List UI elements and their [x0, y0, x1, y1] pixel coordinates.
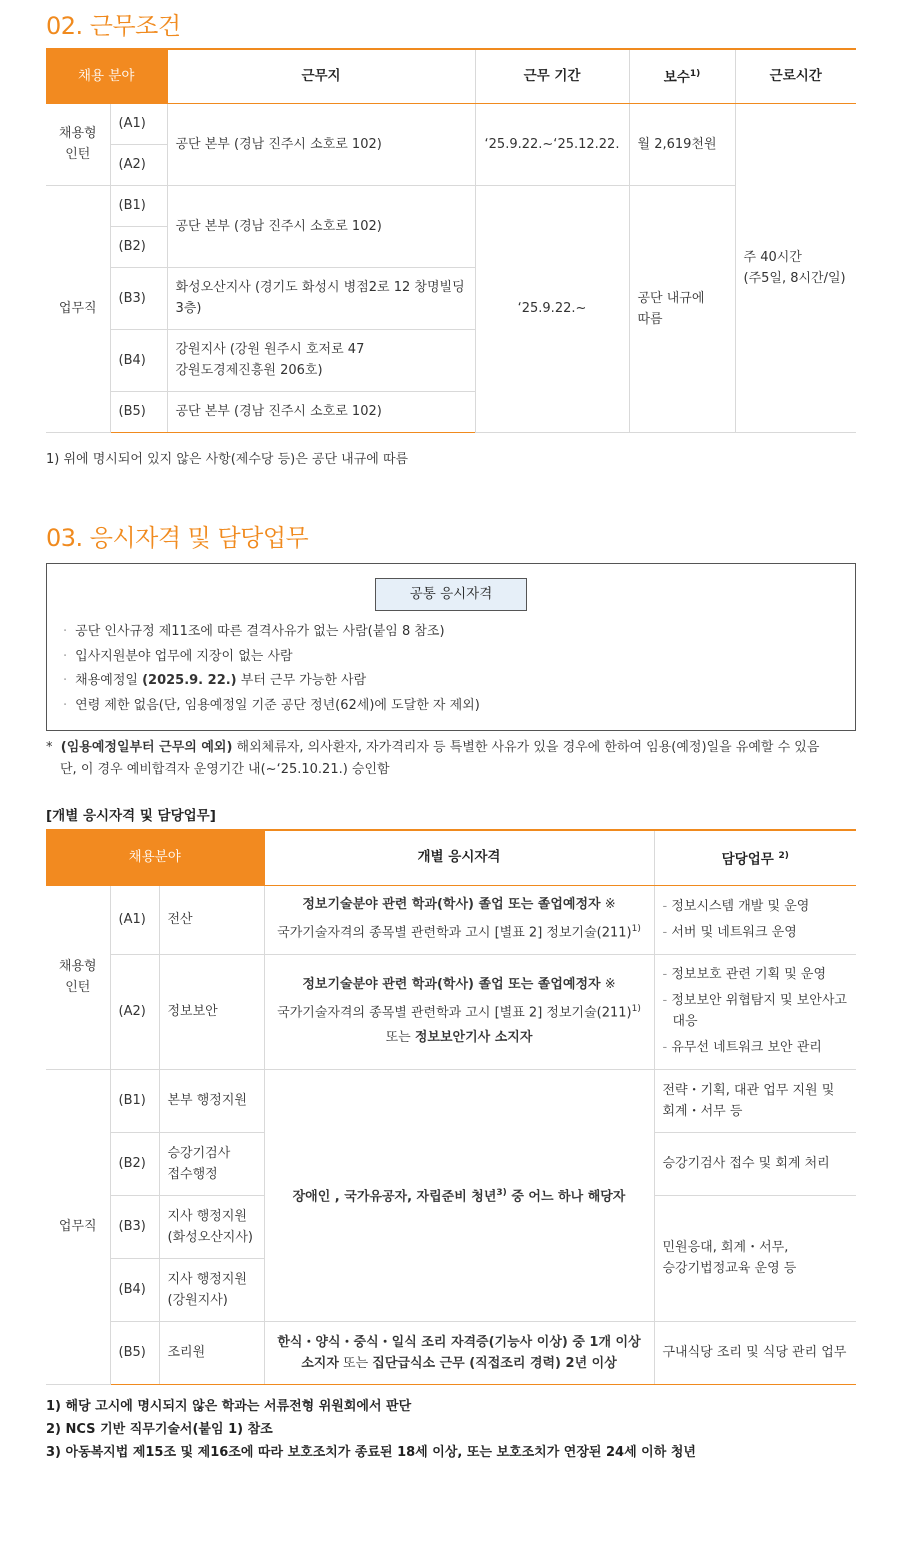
place-b4: 강원지사 (강원 원주시 호저로 47 강원도경제진흥원 206호): [167, 329, 475, 391]
common-qualifications-box: [46, 563, 856, 731]
code-b2: (B2): [110, 1132, 159, 1195]
header-period: 근무 기간: [475, 49, 629, 103]
code-b5: (B5): [110, 1321, 159, 1384]
qual-a1: 정보기술분야 관련 학과(학사) 졸업 또는 졸업예정자 ※ 국가기술자격의 종목별 관련학과 고시 [별표 2] 정보기술$(211)^{1)}$: [264, 885, 654, 954]
header-field: 채용분야: [46, 830, 264, 885]
qual-a2: 정보기술분야 관련 학과(학사) 졸업 또는 졸업예정자 ※ 국가기술자격의 종목별 관련학과 고시 [별표 2] 정보기술$(211)^{1)}$ 또는 정보보안기사 소지자: [264, 954, 654, 1069]
code-a1: (A1): [110, 885, 159, 954]
place-b5: 공단 본부 (경남 진주시 소호로 102): [167, 391, 475, 432]
footnote-2: 2) NCS 기반 직무기술서(붙임 1) 참조: [46, 1422, 273, 1437]
place-a: 공단 본부 (경남 진주시 소호로 102): [167, 103, 475, 185]
intern-label: 채용형 인턴: [46, 103, 110, 185]
section-title-qualifications: 03. 응시자격 및 담당업무: [46, 524, 309, 552]
hours-cell: 주 40시간 (주5일, 8시간/일): [735, 103, 856, 432]
header-qualification: 개별 응시자격: [264, 830, 654, 885]
place-b3: 화성오산지사 (경기도 화성시 병점2로 12 창명빌딩 3층): [167, 267, 475, 329]
exception-note: * (임용예정일부터 근무의 예외) 해외체류자, 의사환자, 자가격리자 등 특별한 사유가 있을 경우에 한하여 임용(예정)일을 유예할 수 있음 단, 이 경우 예비합격자 운영기간 내(~‘25.10.21.) 승인함: [46, 740, 820, 777]
pay-intern: 월 2,619천원: [629, 103, 735, 185]
code-b3: (B3): [110, 1195, 159, 1258]
individual-qualifications-title: [개별 응시자격 및 담당업무]: [46, 808, 216, 824]
name-b5: 조리원: [159, 1321, 264, 1384]
header-duty: 담당업무 $^{2)}$: [654, 830, 856, 885]
code-a2: (A2): [110, 144, 167, 185]
code-b3: (B3): [110, 267, 167, 329]
header-pay: 보수$^{1)}$: [629, 49, 735, 103]
header-field: 채용 분야: [46, 49, 167, 103]
code-a1: (A1): [110, 103, 167, 144]
duty-b3-b4: 민원응대, 회계・서무, 승강기법정교육 운영 등: [654, 1195, 856, 1321]
list-item: · 입사지원분야 업무에 지장이 없는 사람: [63, 648, 293, 664]
name-a2: 정보보안: [159, 954, 264, 1069]
qual-b1-b4: 장애인 , 국가유공자, 자립준비 청년$^{3)}$ 중 어느 하나 해당자: [264, 1069, 654, 1321]
name-b4: 지사 행정지원 (강원지사): [159, 1258, 264, 1321]
code-b1: (B1): [110, 185, 167, 226]
name-a1: 전산: [159, 885, 264, 954]
code-b4: (B4): [110, 329, 167, 391]
common-qualifications-title: 공통 응시자격: [375, 578, 527, 611]
footnote-3: 3) 아동복지법 제15조 및 제16조에 따라 보호조치가 종료된 18세 이상, 또는 보호조치가 연장된 24세 이하 청년: [46, 1445, 696, 1460]
section-title-work-conditions: 02. 근무조건: [46, 12, 181, 40]
list-item: · 공단 인사규정 제11조에 따른 결격사유가 없는 사람(붙임 8 참조): [63, 624, 445, 639]
code-b1: (B1): [110, 1069, 159, 1132]
footnote-1: 1) 해당 고시에 명시되지 않은 학과는 서류전형 위원회에서 판단: [46, 1399, 412, 1414]
name-b3: 지사 행정지원 (화성오산지사): [159, 1195, 264, 1258]
duty-b1: 전략・기획, 대관 업무 지원 및 회계・서무 등: [654, 1069, 856, 1132]
work-conditions-table: [46, 48, 856, 433]
header-place: 근무지: [167, 49, 475, 103]
code-b4: (B4): [110, 1258, 159, 1321]
section2-footnote: 1) 위에 명시되어 있지 않은 사항(제수당 등)은 공단 내규에 따름: [46, 452, 409, 467]
name-b1: 본부 행정지원: [159, 1069, 264, 1132]
place-b12: 공단 본부 (경남 진주시 소호로 102): [167, 185, 475, 267]
name-b2: 승강기검사 접수행정: [159, 1132, 264, 1195]
intern-label: 채용형 인턴: [46, 885, 110, 1069]
code-a2: (A2): [110, 954, 159, 1069]
common-qualifications-list: [63, 620, 480, 718]
work-label: 업무직: [46, 185, 110, 432]
duty-b2: 승강기검사 접수 및 회계 처리: [654, 1132, 856, 1195]
header-hours: 근로시간: [735, 49, 856, 103]
work-label: 업무직: [46, 1069, 110, 1384]
individual-qualifications-table: [46, 829, 856, 1385]
section3-footnotes: [46, 1395, 696, 1464]
duty-a1: - 정보시스템 개발 및 운영 - 서버 및 네트워크 운영: [654, 885, 856, 954]
list-item: · 채용예정일 (2025.9. 22.) 부터 근무 가능한 사람: [63, 673, 367, 688]
period-intern: ‘25.9.22.~‘25.12.22.: [475, 103, 629, 185]
duty-a2: - 정보보호 관련 기획 및 운영 - 정보보안 위협탐지 및 보안사고 대응 - 유무선 네트워크 보안 관리: [654, 954, 856, 1069]
list-item: · 연령 제한 없음(단, 임용예정일 기준 공단 정년(62세)에 도달한 자 제외): [63, 697, 480, 713]
code-b2: (B2): [110, 226, 167, 267]
qual-b5: 한식・양식・중식・일식 조리 자격증(기능사 이상) 중 1개 이상 소지자 또는 집단급식소 근무 (직접조리 경력) 2년 이상: [264, 1321, 654, 1384]
duty-b5: 구내식당 조리 및 식당 관리 업무: [654, 1321, 856, 1384]
code-b5: (B5): [110, 391, 167, 432]
period-work: ‘25.9.22.~: [475, 185, 629, 432]
pay-work: 공단 내규에 따름: [629, 185, 735, 432]
